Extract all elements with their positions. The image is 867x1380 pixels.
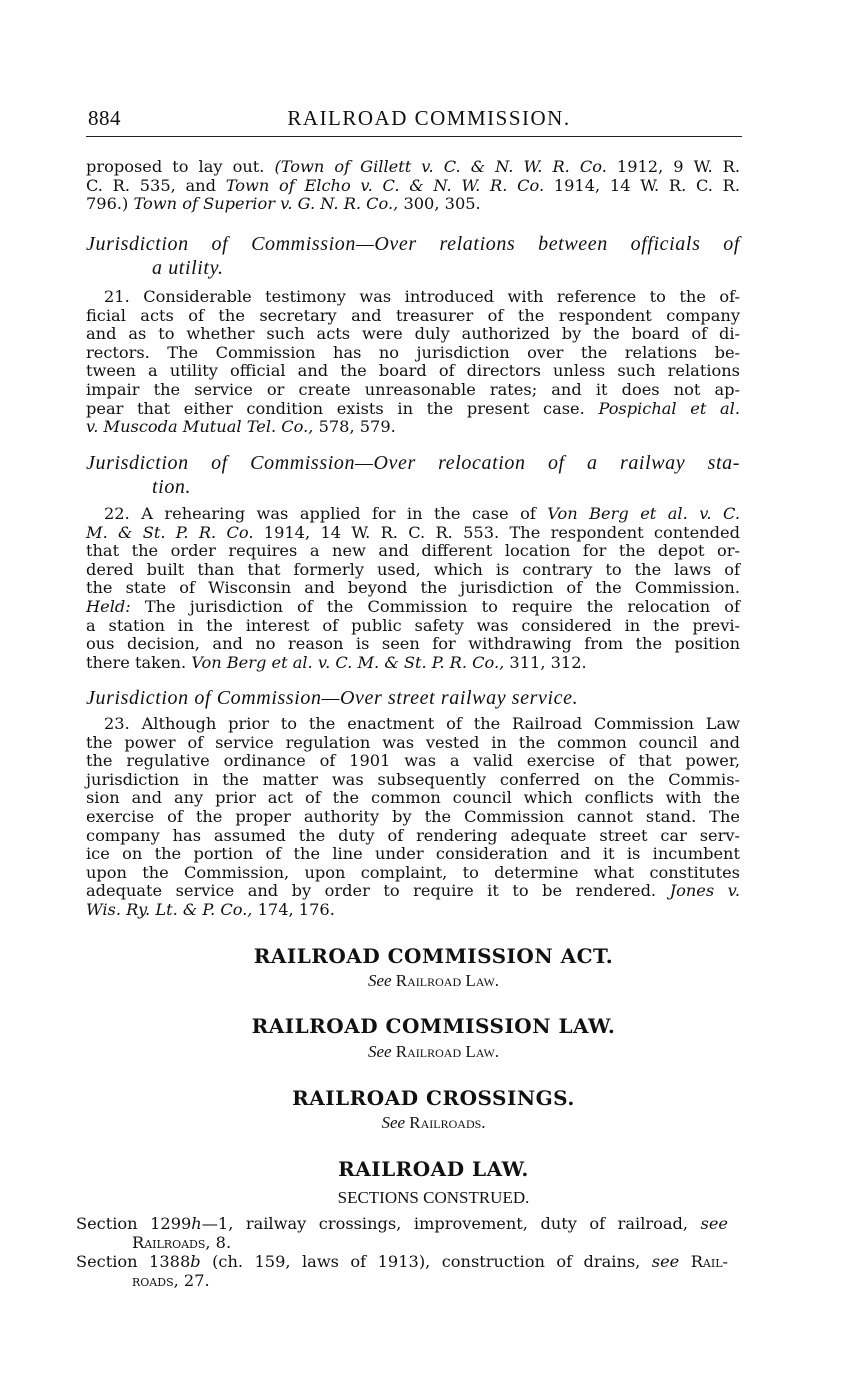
text-run: , 8. xyxy=(205,1233,232,1252)
running-header xyxy=(86,106,742,137)
text-run: 300, 305. xyxy=(398,194,481,214)
italic-citation: Von Berg et al. v. C. M. & St. P. R. Co., xyxy=(191,652,505,672)
section-paragraph xyxy=(86,715,740,920)
text-run: that the order requires a new and different location for the depot or- xyxy=(86,541,740,561)
text-line xyxy=(86,524,740,543)
text-run: The jurisdiction of the Commission to require the relocation of xyxy=(130,596,740,616)
text-line xyxy=(86,827,740,846)
small-caps-reference: Railroads xyxy=(132,1233,206,1252)
text-run: the state of Wisconsin and beyond the jurisdiction of the Commission. xyxy=(86,578,740,598)
text-run: Section 1299 xyxy=(76,1214,192,1233)
text-line xyxy=(86,635,740,654)
section-heading-line: a utility. xyxy=(152,257,224,279)
text-run: sion and any prior act of the common council which conflicts with the xyxy=(86,788,740,808)
text-line xyxy=(86,654,740,673)
text-line xyxy=(86,400,740,419)
text-run: (ch. 159, laws of 1913), construction of drains, xyxy=(200,1252,652,1271)
text-line xyxy=(86,325,740,344)
text-run: proposed to lay out. xyxy=(86,157,275,176)
text-run: company has assumed the duty of rendering adequate street car serv- xyxy=(86,825,740,845)
text-line xyxy=(76,1214,728,1233)
text-run: 578, 579. xyxy=(313,417,396,437)
text-line xyxy=(86,362,740,381)
text-line xyxy=(86,789,740,808)
text-run: ficial acts of the secretary and treasurer of the respondent company xyxy=(86,305,740,325)
text-line-continuation xyxy=(76,1233,728,1252)
text-line xyxy=(86,901,740,920)
text-run: —1, railway crossings, improvement, duty of railroad, xyxy=(201,1214,701,1233)
text-line xyxy=(86,542,740,561)
section-heading-line: Jurisdiction of Commission—Over relocation of a railway sta- xyxy=(86,452,740,474)
italic-citation: Von Berg et al. v. C. xyxy=(547,504,741,523)
italic-citation: Town of Elcho v. C. & N. W. R. Co. xyxy=(225,175,545,195)
italic-citation: see xyxy=(651,1252,680,1271)
text-run: dered built than that formerly used, which is contrary to the laws of xyxy=(86,559,740,579)
section-heading-line: tion. xyxy=(152,476,192,498)
italic-citation: h xyxy=(191,1214,202,1233)
text-run: jurisdiction in the matter was subsequently conferred on the Commis- xyxy=(86,769,740,789)
running-title: RAILROAD COMMISSION. xyxy=(287,106,571,130)
text-run: a station in the interest of public safety was considered in the previ- xyxy=(86,615,740,635)
text-run: 23. Although prior to the enactment of the Railroad Commission Law xyxy=(104,714,740,733)
italic-citation: v. Muscoda Mutual Tel. Co., xyxy=(86,417,314,437)
section-construed-item xyxy=(76,1252,728,1290)
see-label: See xyxy=(367,1042,392,1061)
text-run: the power of service regulation was vested in the common council and xyxy=(86,732,740,752)
text-run: 21. Considerable testimony was introduced with reference to the of- xyxy=(104,287,740,306)
text-line xyxy=(86,158,740,177)
italic-citation: (Town of Gillett v. C. & N. W. R. Co. xyxy=(274,157,607,176)
text-line xyxy=(86,177,740,196)
text-line xyxy=(86,771,740,790)
entry-title: RAILROAD LAW. xyxy=(338,1157,529,1181)
italic-citation: Wis. Ry. Lt. & P. Co., xyxy=(86,899,253,919)
text-run: 796.) xyxy=(86,194,134,214)
text-run: pear that either condition exists in the present case. xyxy=(86,398,599,418)
text-run: and as to whether such acts were duly authorized by the board of di- xyxy=(86,324,740,344)
text-run: C. R. 535, and xyxy=(86,175,226,195)
see-target: Railroad Law. xyxy=(395,971,500,990)
text-line xyxy=(86,882,740,901)
text-line xyxy=(86,195,740,214)
text-line xyxy=(86,752,740,771)
italic-citation: M. & St. P. R. Co. xyxy=(86,522,254,542)
small-caps-reference: Rail- xyxy=(690,1252,728,1271)
text-line xyxy=(86,307,740,326)
entry-title: RAILROAD COMMISSION LAW. xyxy=(251,1014,616,1038)
text-run: 22. A rehearing was applied for in the case of xyxy=(104,504,548,523)
entry-title: RAILROAD COMMISSION ACT. xyxy=(253,944,614,968)
text-line xyxy=(86,579,740,598)
entry-cross-reference xyxy=(0,1042,867,1062)
text-run: there taken. xyxy=(86,652,192,672)
text-run: upon the Commission, upon complaint, to determine what constitutes xyxy=(86,862,740,882)
text-run: adequate service and by order to require it to be rendered. xyxy=(86,881,670,901)
text-run: 1914, 14 W. R. C. R. 553. The respondent contended xyxy=(253,522,740,542)
text-line xyxy=(86,845,740,864)
text-line xyxy=(86,505,740,524)
text-line xyxy=(86,344,740,363)
text-line xyxy=(86,598,740,617)
text-run: impair the service or create unreasonable rates; and it does not ap- xyxy=(86,379,740,399)
text-line xyxy=(86,734,740,753)
text-line xyxy=(86,864,740,883)
section-heading xyxy=(86,686,740,710)
see-label: See xyxy=(381,1113,406,1132)
text-run: Section 1388 xyxy=(76,1252,191,1271)
italic-citation: Town of Superior v. G. N. R. Co., xyxy=(133,194,399,214)
sections-construed-heading: SECTIONS CONSTRUED. xyxy=(337,1188,530,1207)
text-run: the regulative ordinance of 1901 was a valid exercise of that power, xyxy=(86,751,740,771)
text-run: tween a utility official and the board of directors unless such relations xyxy=(86,361,740,381)
text-run: ous decision, and no reason is seen for withdrawing from the position xyxy=(86,634,740,654)
italic-citation: see xyxy=(700,1214,728,1233)
text-line xyxy=(86,288,740,307)
text-run: rectors. The Commission has no jurisdiction over the relations be- xyxy=(86,342,740,362)
text-run: 311, 312. xyxy=(504,652,587,672)
text-line xyxy=(86,715,740,734)
section-heading-line: Jurisdiction of Commission—Over relations between officials of xyxy=(86,233,740,255)
small-caps-reference: roads xyxy=(132,1271,174,1290)
italic-citation: Pospichal et al. xyxy=(598,398,740,418)
text-run: 1914, 14 W. R. C. R. xyxy=(544,175,740,195)
text-line xyxy=(86,561,740,580)
section-heading xyxy=(86,451,740,499)
section-heading xyxy=(86,232,740,280)
italic-citation: b xyxy=(190,1252,201,1271)
text-run: exercise of the proper authority by the Commission cannot stand. The xyxy=(86,806,740,826)
entry-cross-reference xyxy=(0,1113,867,1133)
carryover-paragraph xyxy=(86,158,740,214)
page-number: 884 xyxy=(88,106,121,130)
text-run: 174, 176. xyxy=(252,899,335,919)
text-run: 1912, 9 W. R. xyxy=(606,157,740,176)
text-run xyxy=(679,1252,690,1271)
text-line-continuation xyxy=(76,1271,728,1290)
text-run: ice on the portion of the line under consideration and it is incumbent xyxy=(86,844,740,864)
see-label: See xyxy=(367,971,392,990)
text-run: , 27. xyxy=(173,1271,210,1290)
see-target: Railroads. xyxy=(409,1113,486,1132)
section-paragraph xyxy=(86,288,740,437)
text-line xyxy=(76,1252,728,1271)
italic-citation: Held: xyxy=(86,596,131,616)
entry-cross-reference xyxy=(0,971,867,991)
section-construed-item xyxy=(76,1214,728,1252)
text-line xyxy=(86,418,740,437)
section-paragraph xyxy=(86,505,740,672)
section-heading-line: Jurisdiction of Commission—Over street railway service. xyxy=(86,687,579,709)
italic-citation: Jones v. xyxy=(669,881,741,901)
text-line xyxy=(86,617,740,636)
text-line xyxy=(86,381,740,400)
entry-title: RAILROAD CROSSINGS. xyxy=(292,1086,575,1110)
see-target: Railroad Law. xyxy=(395,1042,500,1061)
text-line xyxy=(86,808,740,827)
